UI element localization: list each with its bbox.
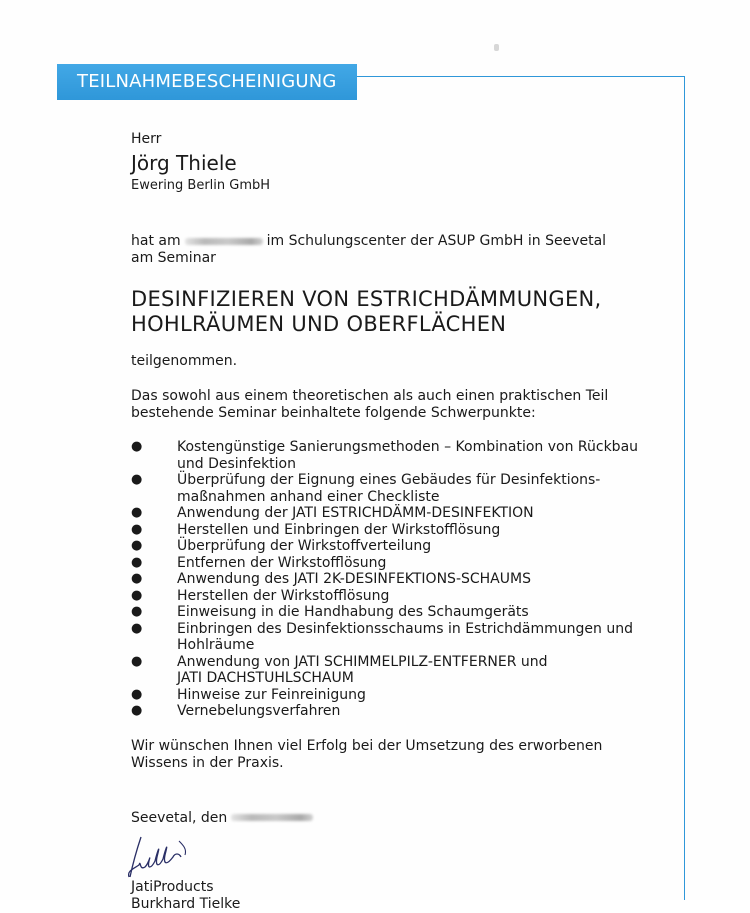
list-item: ● Hinweise zur Feinreinigung xyxy=(131,686,366,703)
letter-body xyxy=(131,130,671,913)
bullet-icon: ● xyxy=(131,554,143,570)
signature-area xyxy=(131,827,671,879)
list-item: ● Herstellen der Wirkstofflösung xyxy=(131,587,390,604)
handwritten-signature xyxy=(125,831,205,881)
frame-top-line xyxy=(357,76,685,77)
closing-text xyxy=(131,738,671,772)
recipient-company: Ewering Berlin GmbH xyxy=(131,178,271,193)
list-item: ● Anwendung von JATI SCHIMMELPILZ-ENTFERNER und JATI DACHSTUHLSCHAUM xyxy=(131,653,548,686)
signer-name: Burkhard Tielke xyxy=(131,895,241,912)
intro-before-date: hat am xyxy=(131,233,181,249)
bullet-icon: ● xyxy=(131,587,143,603)
place-text: Seevetal, den xyxy=(131,809,228,826)
bullet-icon: ● xyxy=(131,571,143,586)
seminar-title-line2: HOHLRÄUMEN UND OBERFLÄCHEN xyxy=(131,312,507,336)
list-item: ● Überprüfung der Wirkstoffverteilung xyxy=(131,538,432,554)
list-item: ● Kostengünstige Sanierungsmethoden – Kombination von Rückbau und Desinfektion xyxy=(131,439,639,472)
list-item: ● Überprüfung der Eignung eines Gebäudes für Desinfektions- maßnahmen anhand einer Checkliste xyxy=(131,472,601,505)
redacted-signing-date xyxy=(231,814,313,821)
list-item: ● Einweisung in die Handhabung des Schaumgeräts xyxy=(131,604,529,620)
closing-line1: Wir wünschen Ihnen viel Erfolg bei der Umsetzung des erworbenen xyxy=(131,737,603,754)
list-item: ● Einbringen des Desinfektionsschaums in Estrichdämmungen und Hohlräume xyxy=(131,620,633,653)
recipient-salutation: Herr xyxy=(131,131,162,147)
intro-after-date: im Schulungscenter der ASUP GmbH in Seevetal xyxy=(266,233,607,249)
description-line1: Das sowohl aus einem theoretischen als auch einen praktischen Teil xyxy=(131,388,609,404)
bullet-icon: ● xyxy=(131,703,143,718)
scan-speck xyxy=(494,44,499,51)
seminar-title-line1: DESINFIZIEREN VON ESTRICHDÄMMUNGEN, xyxy=(131,287,602,311)
closing-line2: Wissens in der Praxis. xyxy=(131,754,284,771)
signer-company: JatiProducts xyxy=(131,878,214,895)
seminar-title xyxy=(131,287,671,337)
bullet-icon: ● xyxy=(131,538,143,553)
bullet-icon: ● xyxy=(131,686,143,702)
header-banner xyxy=(57,64,357,100)
list-item: ● Herstellen und Einbringen der Wirkstofflösung xyxy=(131,521,501,538)
description-text xyxy=(131,388,671,421)
list-item: ● Vernebelungsverfahren xyxy=(131,703,341,719)
place-date xyxy=(131,810,671,827)
redacted-date xyxy=(185,238,263,245)
intro-line2: am Seminar xyxy=(131,250,216,266)
bullet-icon: ● xyxy=(131,505,143,520)
topics-list xyxy=(131,439,671,720)
frame-right-line xyxy=(684,76,685,900)
bullet-icon: ● xyxy=(131,653,143,669)
list-item: ● Entfernen der Wirkstofflösung xyxy=(131,554,387,571)
list-item: ● Anwendung des JATI 2K-DESINFEKTIONS-SCHAUMS xyxy=(131,571,531,587)
participated-text: teilgenommen. xyxy=(131,353,238,369)
bullet-icon: ● xyxy=(131,620,143,636)
intro-text xyxy=(131,233,671,267)
bullet-icon: ● xyxy=(131,521,143,537)
list-item: ● Anwendung der JATI ESTRICHDÄMM-DESINFEKTION xyxy=(131,505,534,521)
description-line2: bestehende Seminar beinhaltete folgende Schwerpunkte: xyxy=(131,404,536,421)
recipient-name: Jörg Thiele xyxy=(131,151,237,175)
bullet-icon: ● xyxy=(131,472,143,487)
bullet-icon: ● xyxy=(131,604,143,619)
document-title: TEILNAHMEBESCHEINIGUNG xyxy=(77,71,337,92)
bullet-icon: ● xyxy=(131,439,143,454)
